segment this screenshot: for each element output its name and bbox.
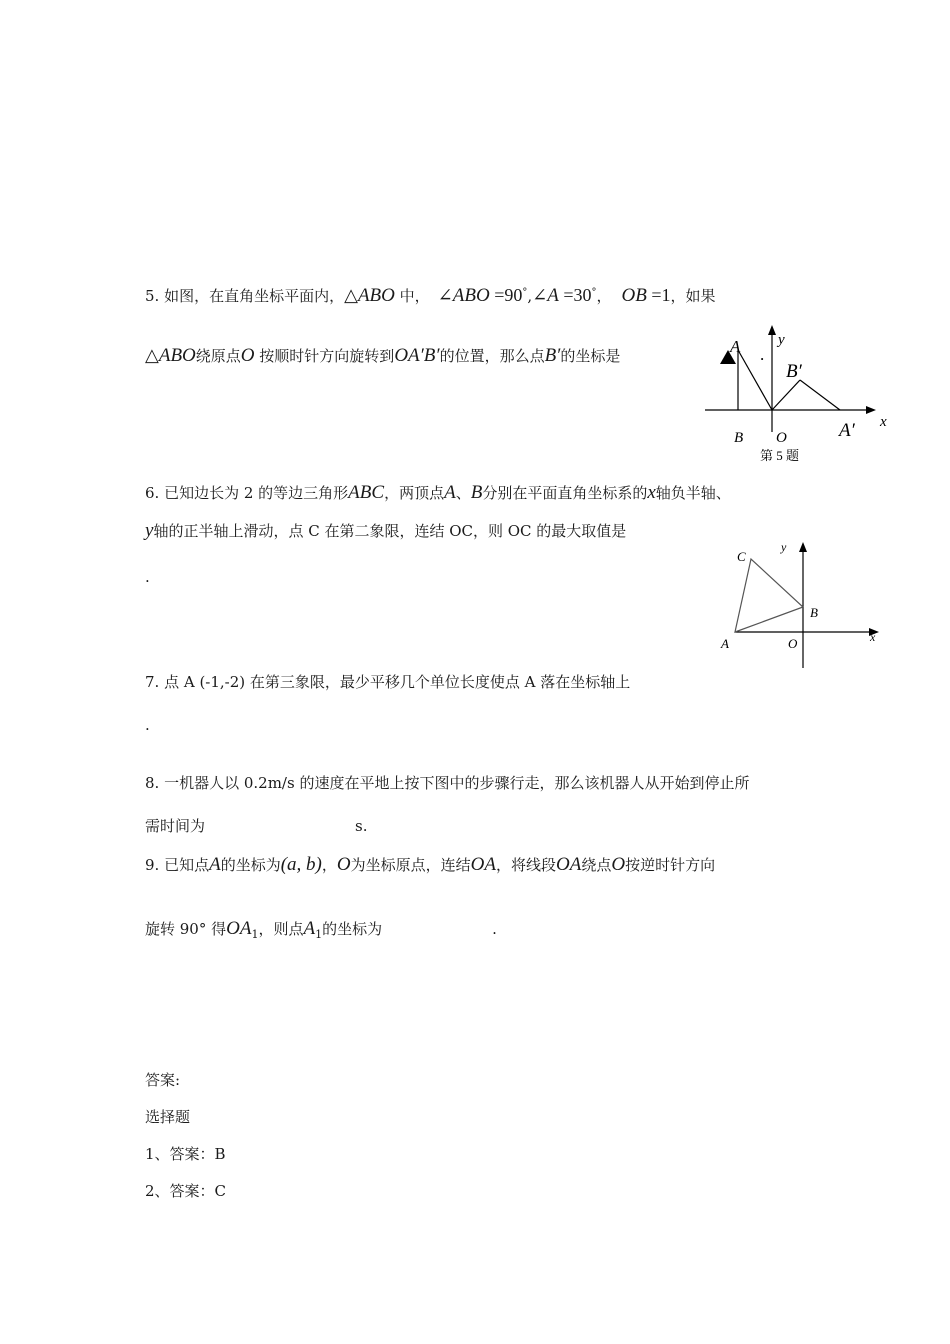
y-arrow (799, 542, 807, 552)
text: . (492, 920, 497, 938)
text: ， (596, 287, 612, 305)
math-x: x (647, 482, 656, 503)
text: 的坐标为 (220, 856, 281, 874)
q9-line-1 (145, 854, 715, 876)
text: 旋转 90° 得 (145, 920, 227, 938)
q6-line-2 (145, 520, 626, 542)
text: 为坐标原点，连结 (350, 856, 471, 874)
segment-ao (738, 350, 772, 410)
figure-q5 (700, 320, 900, 470)
q7-line-2 (145, 714, 150, 736)
text: 9. 已知点 (145, 856, 210, 874)
answer-1 (145, 1143, 226, 1165)
label-a: A (730, 337, 741, 356)
text: ，如果 (670, 287, 716, 305)
text: 答案: (145, 1071, 181, 1089)
math-oa: OA (555, 854, 582, 875)
triangle-symbol: △ (145, 345, 159, 365)
text: ， (321, 856, 337, 874)
math-abc: ABC (348, 482, 385, 503)
q5-line-2 (145, 344, 620, 367)
triangle-symbol: △ (344, 285, 358, 305)
text: 绕点 (581, 856, 612, 874)
math-oab: OA′B′ (394, 345, 440, 366)
label-y: y (781, 540, 787, 554)
math-o: O (336, 854, 351, 875)
angle-symbol: ∠ (437, 285, 453, 305)
text: . (145, 568, 150, 586)
math-oa: OA (226, 918, 252, 939)
text: 轴负半轴、 (655, 484, 731, 502)
x-arrow (866, 406, 876, 414)
label-o: O (788, 636, 798, 651)
q5-line-1 (145, 282, 716, 307)
text: 选择题 (145, 1108, 191, 1126)
text: 2、答案：C (145, 1182, 227, 1200)
q6-line-3 (145, 566, 150, 588)
answer-2 (145, 1180, 226, 1202)
text: s. (355, 817, 368, 835)
text: ，将线段 (495, 856, 556, 874)
text: 绕原点 (195, 347, 241, 365)
q8-line-2 (145, 815, 367, 837)
text: 的位置，那么点 (439, 347, 545, 365)
label-b: B (810, 605, 818, 620)
answers-title (145, 1069, 180, 1091)
text: . (145, 716, 150, 734)
y-arrow (768, 325, 776, 335)
label-ap: A′ (839, 420, 855, 441)
math-a: A (444, 482, 456, 503)
answers-section (145, 1106, 190, 1128)
math-a: A (209, 854, 221, 875)
text: 按逆时针方向 (625, 856, 716, 874)
math-abo: ABO (452, 285, 490, 306)
math-eq-1: =1 (646, 285, 671, 305)
text: 中， (394, 287, 430, 305)
label-y: y (778, 332, 785, 348)
q6-line-1 (145, 482, 731, 504)
math-abo: ABO (357, 285, 395, 306)
math-abo: ABO (158, 345, 196, 366)
segment-bpap (800, 380, 840, 410)
figure-q6 (715, 535, 885, 670)
q9-line-2 (145, 918, 497, 946)
text: 5. 如图，在直角坐标平面内， (145, 287, 345, 305)
angle-symbol: ∠ (532, 285, 548, 305)
q7-line-1 (145, 671, 630, 693)
degree: ° (591, 287, 597, 298)
degree: ° (522, 287, 528, 298)
text: 的坐标是 (560, 347, 621, 365)
label-c: C (737, 549, 746, 564)
text: 按顺时针方向旋转到 (254, 347, 395, 365)
math-ab: (a, b) (280, 854, 322, 875)
text: ，两顶点 (384, 484, 445, 502)
subscript: 1 (251, 928, 259, 941)
text: 8. 一机器人以 0.2m/s 的速度在平地上按下图中的步骤行走，那么该机器人从开始到停止所 (145, 774, 750, 792)
text: 、 (455, 484, 471, 502)
label-dot: . (760, 345, 765, 364)
math-eq-30: =30 (558, 285, 592, 305)
text: 7. 点 A (-1,-2) 在第三象限，最少平移几个单位长度使点 A 落在坐标轴上 (145, 673, 631, 691)
text: 轴的正半轴上滑动，点 C 在第二象限，连结 OC，则 OC 的最大取值是 (153, 522, 627, 540)
text: ，则点 (258, 920, 304, 938)
text: , (527, 287, 533, 305)
label-a: A (721, 636, 729, 651)
math-o: O (611, 854, 626, 875)
label-b: B (734, 430, 744, 446)
label-o: O (776, 430, 787, 446)
text: 1、答案：B (145, 1145, 226, 1163)
math-eq-90: =90 (489, 285, 523, 305)
segment-obp (772, 380, 800, 410)
math-y: y (145, 520, 154, 541)
text: 分别在平面直角坐标系的 (482, 484, 648, 502)
subscript: 1 (315, 928, 323, 941)
triangle-abc (735, 559, 803, 632)
label-x: x (880, 414, 887, 430)
text: 的坐标为 (322, 920, 383, 938)
math-b: B (470, 482, 483, 503)
text: 需时间为 (145, 817, 206, 835)
text: 6. 已知边长为 2 的等边三角形 (145, 484, 349, 502)
math-a: A (547, 285, 559, 306)
math-a: A (303, 918, 316, 939)
math-ob: OB (621, 285, 647, 306)
label-x: x (870, 630, 876, 644)
label-bp: B′ (786, 361, 802, 382)
math-bp: B′ (544, 345, 561, 366)
q8-line-1 (145, 772, 749, 794)
math-oa: OA (470, 854, 496, 875)
math-o: O (240, 345, 255, 366)
figure-caption: 第 5 题 (760, 448, 800, 463)
